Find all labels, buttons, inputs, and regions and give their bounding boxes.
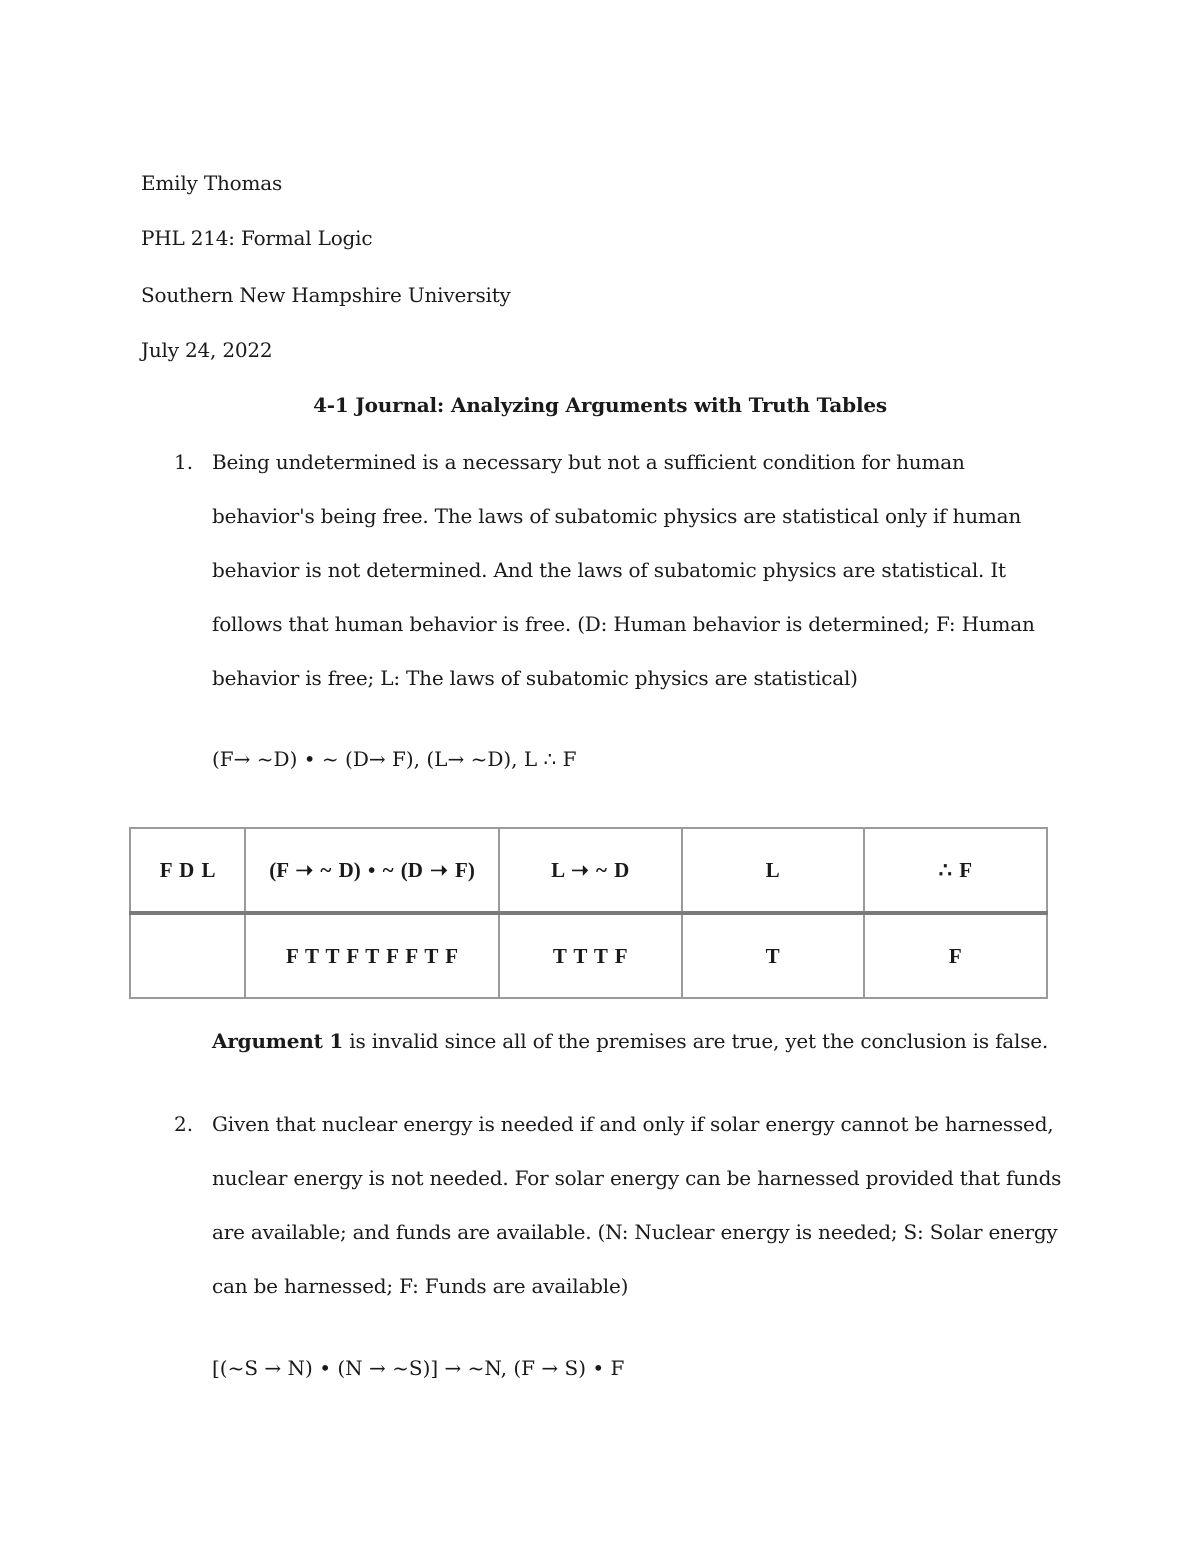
truth-table-cell-premise-2: T T T F bbox=[499, 913, 682, 998]
truth-table-header-variables: F D L bbox=[130, 828, 245, 913]
truth-table-cell-conclusion: F bbox=[864, 913, 1047, 998]
document-date: July 24, 2022 bbox=[141, 338, 273, 362]
author-name: Emily Thomas bbox=[141, 171, 283, 195]
problem-2-formula: [(~S → N) • (N → ~S)] → ~N, (F → S) • F bbox=[212, 1356, 625, 1380]
argument-1-verdict: is invalid since all of the premises are true, yet the conclusion is false. bbox=[343, 1029, 1049, 1053]
truth-table-row bbox=[130, 913, 1047, 998]
argument-1-label: Argument 1 bbox=[212, 1029, 344, 1053]
problem-1-formula: (F→ ~D) • ~ (D→ F), (L→ ~D), L ∴ F bbox=[212, 747, 577, 771]
truth-table-cell-premise-3: T bbox=[682, 913, 864, 998]
problem-2-text: Given that nuclear energy is needed if and only if solar energy cannot be harnessed, nuclear energy is not needed. For solar energy can be harnessed provided that funds are available; and funds are available. (N: Nuclear energy is needed; S: Solar energy can be harnessed; F: Funds are available) bbox=[212, 1112, 1062, 1298]
truth-table-header-premise-3: L bbox=[682, 828, 864, 913]
truth-table bbox=[129, 827, 1048, 999]
truth-table-header-premise-2: L ➝ ~ D bbox=[499, 828, 682, 913]
argument-1-conclusion bbox=[212, 1029, 1048, 1053]
document-title: 4-1 Journal: Analyzing Arguments with Truth Tables bbox=[313, 393, 887, 417]
problem-2-number: 2. bbox=[174, 1112, 194, 1136]
truth-table-header-premise-1: (F ➝ ~ D) • ~ (D ➝ F) bbox=[245, 828, 498, 913]
truth-table-cell-variables bbox=[130, 913, 245, 998]
problem-1-number: 1. bbox=[174, 450, 194, 474]
truth-table-header-row bbox=[130, 828, 1047, 913]
truth-table-header-conclusion: ∴ F bbox=[864, 828, 1047, 913]
problem-1-text: Being undetermined is a necessary but not a sufficient condition for human behavior's being free. The laws of subatomic physics are statistical only if human behavior is not determined. And the laws of subatomic physics are statistical. It follows that human behavior is free. (D: Human behavior is determined; F: Human behavior is free; L: The laws of subatomic physics are statistical) bbox=[212, 450, 1035, 690]
truth-table-cell-premise-1: F T T F T F F T F bbox=[245, 913, 498, 998]
course-name: PHL 214: Formal Logic bbox=[141, 226, 373, 250]
university-name: Southern New Hampshire University bbox=[141, 283, 511, 307]
